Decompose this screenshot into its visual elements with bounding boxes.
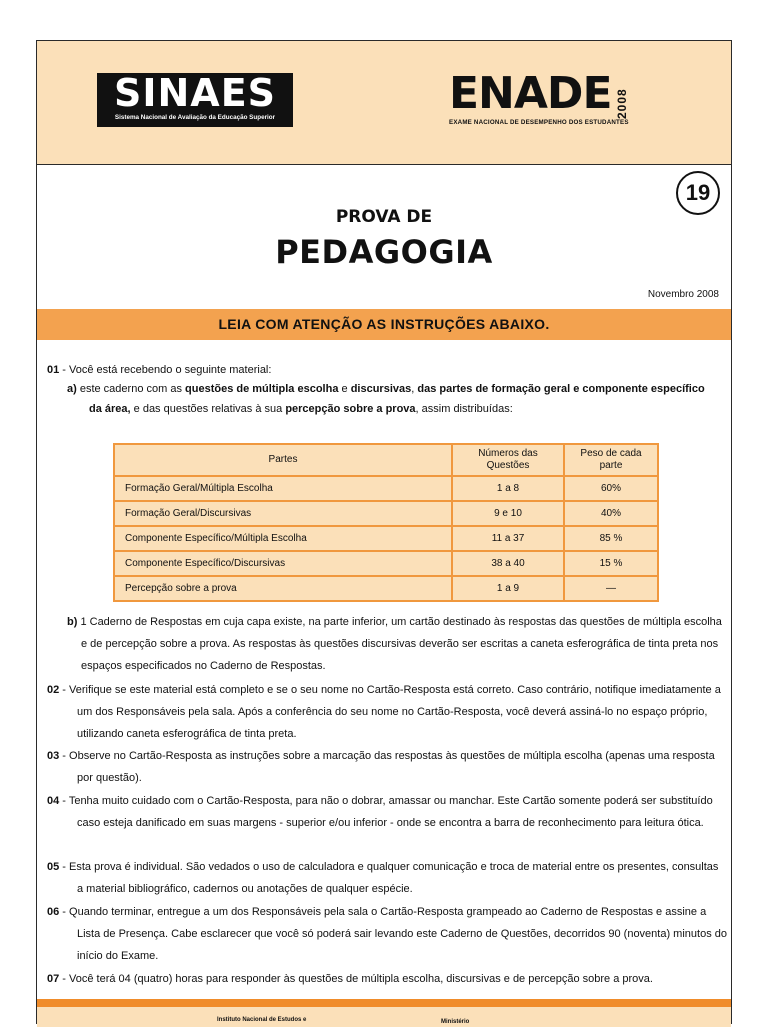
text-run: e das questões relativas à sua	[130, 403, 286, 415]
sinaes-subtitle: Sistema Nacional de Avaliação da Educação Superior	[114, 114, 276, 121]
instruction-06	[47, 901, 727, 967]
table-cell: Componente Específico/Múltipla Escolha	[114, 526, 452, 551]
enade-year: 2008	[615, 88, 629, 119]
item-number: 01	[47, 364, 60, 376]
instruction-01	[47, 359, 723, 381]
table-cell: Formação Geral/Múltipla Escolha	[114, 476, 452, 501]
table-header: Números das Questões	[452, 444, 564, 476]
instruction-04	[47, 790, 727, 834]
bold-run: discursivas	[350, 383, 412, 395]
enade-logo	[449, 68, 649, 131]
distribution-table	[113, 443, 659, 602]
table-row	[114, 476, 658, 501]
table-row	[114, 576, 658, 601]
text-run: e	[338, 383, 351, 395]
instruction-01-a	[67, 379, 719, 419]
footer-ministerio-text: Ministério	[441, 1019, 470, 1025]
table-cell: Percepção sobre a prova	[114, 576, 452, 601]
sinaes-logo	[97, 73, 293, 127]
table-cell: 9 e 10	[452, 501, 564, 526]
table-cell: 40%	[564, 501, 658, 526]
table-cell: 60%	[564, 476, 658, 501]
exam-date: Novembro 2008	[647, 289, 719, 300]
instruction-03	[47, 745, 727, 789]
sinaes-title: SINAES	[113, 71, 277, 115]
instruction-01-b	[67, 611, 731, 677]
exam-number-badge: 19	[676, 171, 720, 215]
table-row	[114, 551, 658, 576]
table-cell: 38 a 40	[452, 551, 564, 576]
enade-title: ENADE	[449, 68, 612, 119]
item-number: 07	[47, 973, 60, 985]
bold-run: das partes de formação geral e componente específico da área,	[89, 383, 705, 415]
item-text: 1 Caderno de Respostas em cuja capa existe, na parte inferior, um cartão destinado às respostas das questões de múltipla escolha e de percepção sobre a prova. As respostas às questões discursivas deverão ser escritas a caneta esferográfica de tinta preta nos espaços especificados no Caderno de Respostas.	[77, 616, 722, 672]
table-row	[114, 526, 658, 551]
table-cell: 85 %	[564, 526, 658, 551]
exam-cover-page	[36, 40, 732, 1024]
footer-inep-text: Instituto Nacional de Estudos e	[217, 1017, 307, 1023]
table-header: Partes	[114, 444, 452, 476]
item-text: - Observe no Cartão-Resposta as instruções sobre a marcação das respostas às questões de múltipla escolha (apenas uma resposta por questão).	[59, 750, 715, 784]
sub-label: b)	[67, 616, 78, 628]
item-number: 03	[47, 750, 60, 762]
item-number: 04	[47, 795, 60, 807]
instruction-05	[47, 856, 727, 900]
item-text: - Tenha muito cuidado com o Cartão-Resposta, para não o dobrar, amassar ou manchar. Este Cartão somente poderá ser substituído caso esteja danificado em suas margens - superior e/ou inferior - onde se encontra a barra de reconhecimento para leitura ótica.	[59, 795, 713, 829]
text-run: este caderno com as	[76, 383, 186, 395]
table-cell: 11 a 37	[452, 526, 564, 551]
table-cell: Componente Específico/Discursivas	[114, 551, 452, 576]
item-number: 02	[47, 684, 60, 696]
enade-subtitle: EXAME NACIONAL DE DESEMPENHO DOS ESTUDANTES	[449, 119, 629, 126]
item-number: 05	[47, 861, 60, 873]
table-cell: 15 %	[564, 551, 658, 576]
instruction-07	[47, 968, 727, 990]
bold-run: questões de múltipla escolha	[185, 383, 339, 395]
table-header-row	[114, 444, 658, 476]
instruction-02	[47, 679, 727, 745]
text-run: , assim distribuídas:	[415, 403, 513, 415]
instructions-banner: LEIA COM ATENÇÃO AS INSTRUÇÕES ABAIXO.	[37, 309, 731, 340]
sub-label: a)	[67, 383, 77, 395]
footer-band	[37, 999, 731, 1007]
table-cell: 1 a 8	[452, 476, 564, 501]
footer-background	[37, 1007, 731, 1027]
item-text: - Verifique se este material está completo e se o seu nome no Cartão-Resposta está correto. Caso contrário, notifique imediatamente a um dos Responsáveis pela sala. Após a conferência do seu nome no Cartão-Resposta, você deverá assiná-lo no espaço próprio, utilizando caneta esferográfica de tinta preta.	[59, 684, 721, 740]
table-header: Peso de cada parte	[564, 444, 658, 476]
item-text: - Você terá 04 (quatro) horas para responder às questões de múltipla escolha, discursivas e de percepção sobre a prova.	[59, 973, 653, 985]
item-number: 06	[47, 906, 60, 918]
table-row	[114, 501, 658, 526]
header-band	[37, 41, 731, 165]
item-text: - Esta prova é individual. São vedados o uso de calculadora e qualquer comunicação e troca de material entre os presentes, consultas a material bibliográfico, cadernos ou anotações de qualquer espécie.	[59, 861, 719, 895]
prova-de-label: PROVA DE	[335, 207, 433, 227]
text-run: ,	[411, 383, 418, 395]
item-text: - Você está recebendo o seguinte material:	[59, 364, 272, 376]
item-text: - Quando terminar, entregue a um dos Responsáveis pela sala o Cartão-Resposta grampeado ao Caderno de Respostas e assine a Lista de Presença. Cabe esclarecer que você só poderá sair levando este Caderno de Questões, decorridos 90 (noventa) minutos do início do Exame.	[59, 906, 727, 962]
table-cell: Formação Geral/Discursivas	[114, 501, 452, 526]
table-cell: —	[564, 576, 658, 601]
exam-subject-title: PEDAGOGIA	[275, 233, 493, 271]
bold-run: percepção sobre a prova	[285, 403, 416, 415]
table-cell: 1 a 9	[452, 576, 564, 601]
